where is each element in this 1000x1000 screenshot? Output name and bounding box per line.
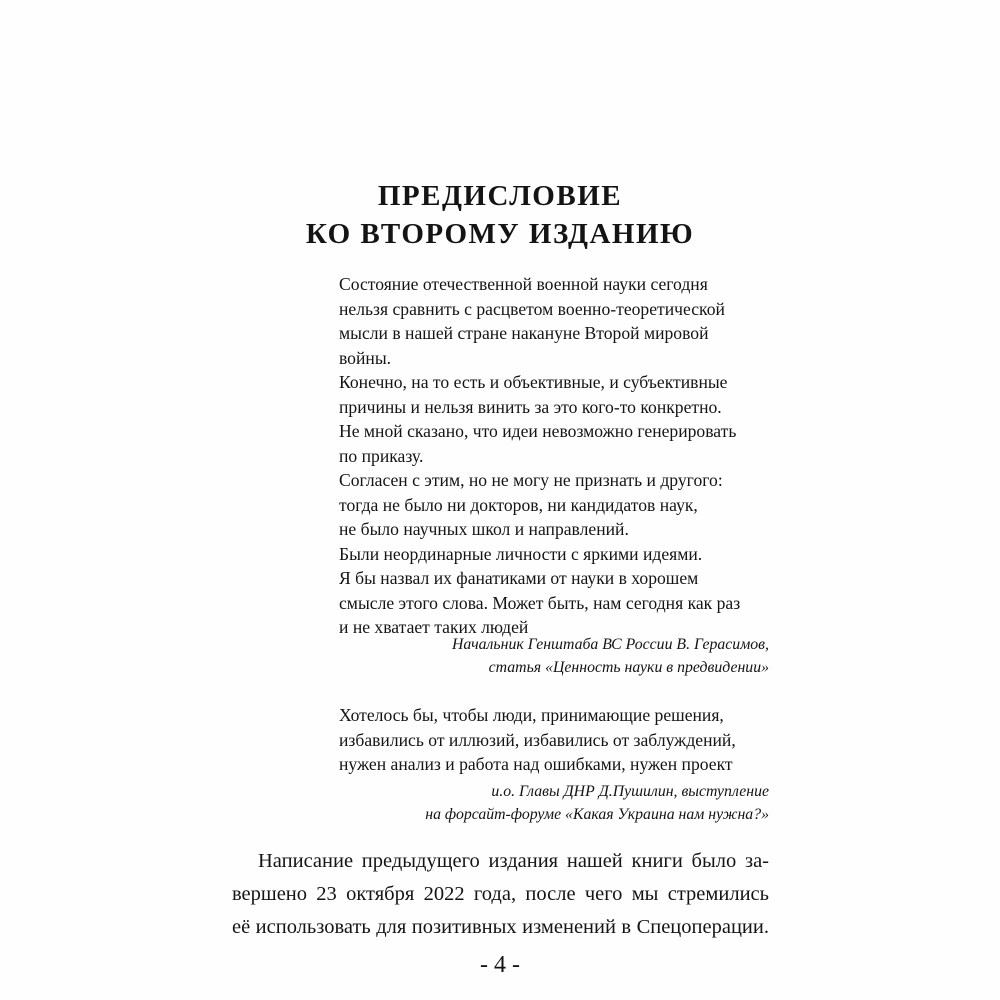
body-line: Написание предыдущего издания нашей книги было за- [258, 850, 769, 872]
attribution-line: статья «Ценность науки в предвидении» [488, 659, 769, 676]
body-paragraph [232, 845, 769, 944]
attribution-line: Начальник Генштаба ВС России В. Герасимов, [452, 636, 769, 653]
epigraph-line: Согласен с этим, но не могу не признать и другого: [339, 470, 723, 490]
page-title-line-2: КО ВТОРОМУ ИЗДАНИЮ [305, 218, 695, 250]
attribution-line: и.о. Главы ДНР Д.Пушилин, выступление [491, 783, 769, 800]
epigraph-attribution-gerasimov [309, 633, 769, 679]
epigraph-line: Были неординарные личности с яркими идеями. [339, 543, 703, 564]
epigraph-line: Состояние отечественной военной науки сегодня [339, 274, 708, 294]
epigraph-line: смысле этого слова. Может быть, нам сегодня как раз [339, 592, 741, 613]
epigraph-line: Хотелось бы, чтобы люди, принимающие решения, [339, 705, 724, 725]
epigraph-pushilin [339, 703, 769, 777]
epigraph-line: избавились от иллюзий, избавились от заблуждений, [339, 729, 736, 750]
epigraph-line: Я бы назвал их фанатиками от науки в хорошем [339, 568, 699, 588]
epigraph-line: и не хватает таких людей [339, 617, 529, 637]
epigraph-attribution-pushilin [309, 780, 769, 826]
body-line: вершено 23 октября 2022 года, после чего мы стремились [232, 883, 769, 905]
epigraph-line: тогда не было ни докторов, ни кандидатов наук, [339, 494, 698, 515]
epigraph-line: нельзя сравнить с расцветом военно-теоретической [339, 298, 725, 319]
epigraph-line: Конечно, на то есть и объективные, и субъективные [339, 372, 728, 392]
epigraph-line: мысли в нашей стране накануне Второй мировой [339, 323, 709, 343]
epigraph-line: по приказу. [339, 445, 424, 466]
epigraph-gerasimov [339, 272, 769, 640]
epigraph-line: Не мной сказано, что идеи невозможно генерировать [339, 421, 737, 441]
epigraph-line: причины и нельзя винить за это кого-то конкретно. [339, 396, 722, 417]
attribution-line: на форсайт-форуме «Какая Украина нам нужна?» [425, 806, 769, 823]
page-number: - 4 - [480, 952, 520, 978]
epigraph-line: нужен анализ и работа над ошибками, нужен проект [339, 754, 733, 774]
page-title-line-1: ПРЕДИСЛОВИЕ [377, 180, 623, 212]
epigraph-line: не было научных школ и направлений. [339, 519, 629, 539]
epigraph-line: войны. [339, 347, 392, 368]
body-line: её использовать для позитивных изменений в Спецоперации. [232, 916, 769, 938]
